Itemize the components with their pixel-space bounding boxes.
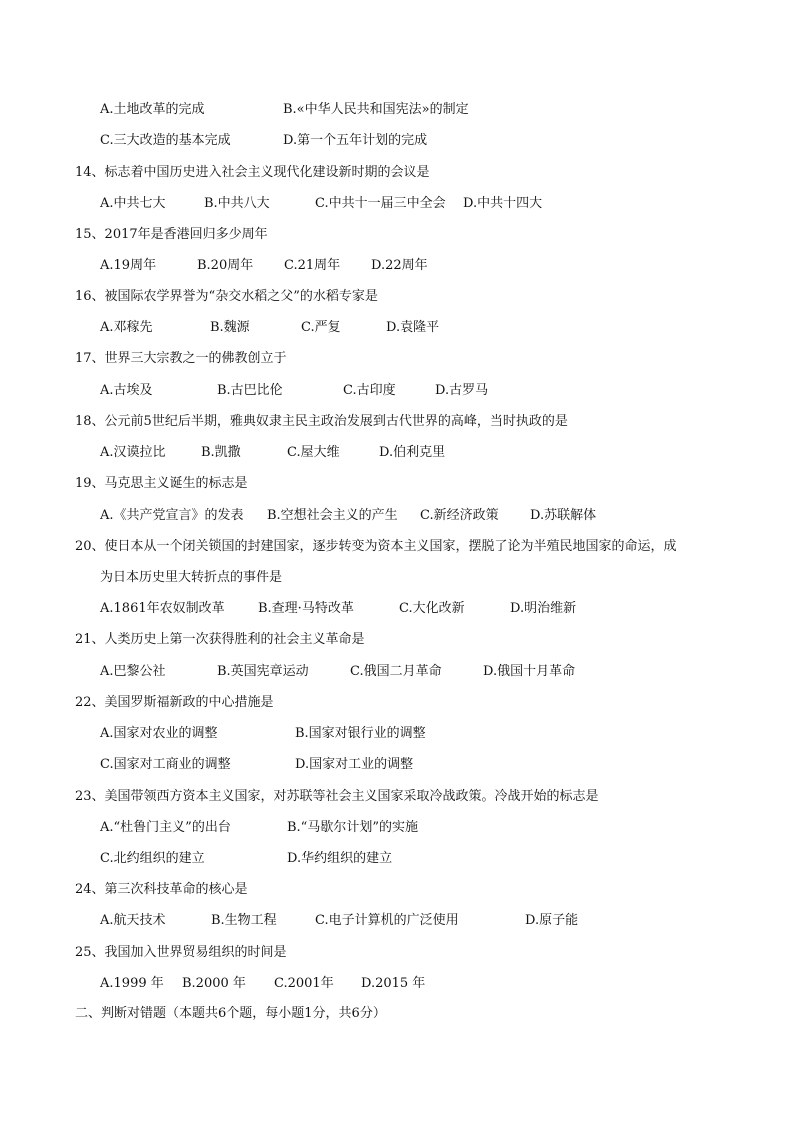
q18-option-a: A.汉谟拉比 <box>100 445 166 460</box>
q14-option-b: B.中共八大 <box>204 196 270 211</box>
q20-option-c: C.大化改新 <box>399 601 465 616</box>
q16-option-a: A.邓稼先 <box>100 320 153 335</box>
q25-stem: 25、我国加入世界贸易组织的时间是 <box>75 945 287 960</box>
q15-option-b: B.20周年 <box>197 258 254 273</box>
q23-option-d: D.华约组织的建立 <box>287 851 393 866</box>
q14-option-c: C.中共十一届三中全会 <box>315 196 446 211</box>
q23-stem: 23、美国带领西方资本主义国家，对苏联等社会主义国家采取冷战政策。冷战开始的标志是 <box>75 789 599 804</box>
q23-option-a: A.“杜鲁门主义”的出台 <box>100 820 231 835</box>
section-heading-true-false: 二、判断对错题（本题共6个题，每小题1分，共6分） <box>75 1006 386 1021</box>
q19-option-b: B.空想社会主义的产生 <box>267 508 398 523</box>
q24-option-d: D.原子能 <box>525 913 579 928</box>
q22-option-d: D.国家对工业的调整 <box>295 757 414 772</box>
q18-option-c: C.屋大维 <box>287 445 340 460</box>
q17-option-a: A.古埃及 <box>100 383 153 398</box>
q19-option-c: C.新经济政策 <box>420 508 499 523</box>
q14-option-a: A.中共七大 <box>100 196 166 211</box>
q25-option-a: A.1999 年 <box>100 976 164 991</box>
q21-option-a: A.巴黎公社 <box>100 664 166 679</box>
q24-option-a: A.航天技术 <box>100 913 166 928</box>
q20-option-b: B.查理·马特改革 <box>258 601 354 616</box>
q18-option-b: B.凯撒 <box>201 445 241 460</box>
q25-option-c: C.2001年 <box>274 976 334 991</box>
q24-stem: 24、第三次科技革命的核心是 <box>75 882 248 897</box>
q13-option-b: B.«中华人民共和国宪法»的制定 <box>283 102 469 117</box>
q15-stem: 15、2017年是香港回归多少周年 <box>75 227 268 242</box>
q18-option-d: D.伯利克里 <box>379 445 446 460</box>
q15-option-d: D.22周年 <box>371 258 428 273</box>
q13-option-c: C.三大改造的基本完成 <box>100 133 231 148</box>
q13-option-d: D.第一个五年计划的完成 <box>283 133 428 148</box>
q22-option-c: C.国家对工商业的调整 <box>100 757 231 772</box>
q25-option-d: D.2015 年 <box>361 976 426 991</box>
q15-option-a: A.19周年 <box>100 258 157 273</box>
q17-option-c: C.古印度 <box>343 383 396 398</box>
q16-option-c: C.严复 <box>301 320 341 335</box>
q22-option-b: B.国家对银行业的调整 <box>295 726 426 741</box>
q25-option-b: B.2000 年 <box>182 976 246 991</box>
q21-option-b: B.英国宪章运动 <box>217 664 309 679</box>
q17-option-d: D.古罗马 <box>435 383 489 398</box>
q23-option-c: C.北约组织的建立 <box>100 851 205 866</box>
q24-option-c: C.电子计算机的广泛使用 <box>315 913 459 928</box>
q17-option-b: B.古巴比伦 <box>217 383 283 398</box>
q19-option-a: A.《共产党宣言》的发表 <box>100 508 244 523</box>
q22-option-a: A.国家对农业的调整 <box>100 726 218 741</box>
q20-stem-continued: 为日本历史里大转折点的事件是 <box>100 570 283 585</box>
q17-stem: 17、世界三大宗教之一的佛教创立于 <box>75 351 287 366</box>
q16-option-d: D.袁隆平 <box>386 320 440 335</box>
q18-stem: 18、公元前5世纪后半期，雅典奴隶主民主政治发展到古代世界的高峰，当时执政的是 <box>75 414 568 429</box>
q20-option-d: D.明治维新 <box>510 601 577 616</box>
q20-stem: 20、使日本从一个闭关锁国的封建国家，逐步转变为资本主义国家，摆脱了论为半殖民地国家的命运，成 <box>75 539 677 554</box>
q24-option-b: B.生物工程 <box>211 913 277 928</box>
q16-option-b: B.魏源 <box>210 320 250 335</box>
q16-stem: 16、被国际农学界誉为“杂交水稻之父”的水稻专家是 <box>75 289 378 304</box>
q19-option-d: D.苏联解体 <box>530 508 597 523</box>
q21-option-c: C.俄国二月革命 <box>350 664 442 679</box>
q23-option-b: B.“马歇尔计划”的实施 <box>287 820 418 835</box>
q19-stem: 19、马克思主义诞生的标志是 <box>75 476 248 491</box>
q14-stem: 14、标志着中国历史进入社会主义现代化建设新时期的会议是 <box>75 165 430 180</box>
q15-option-c: C.21周年 <box>284 258 341 273</box>
q21-stem: 21、人类历史上第一次获得胜利的社会主义革命是 <box>75 632 365 647</box>
q20-option-a: A.1861年农奴制改革 <box>100 601 225 616</box>
q14-option-d: D.中共十四大 <box>463 196 543 211</box>
q22-stem: 22、美国罗斯福新政的中心措施是 <box>75 695 274 710</box>
q21-option-d: D.俄国十月革命 <box>483 664 576 679</box>
q13-option-a: A.土地改革的完成 <box>100 102 205 117</box>
